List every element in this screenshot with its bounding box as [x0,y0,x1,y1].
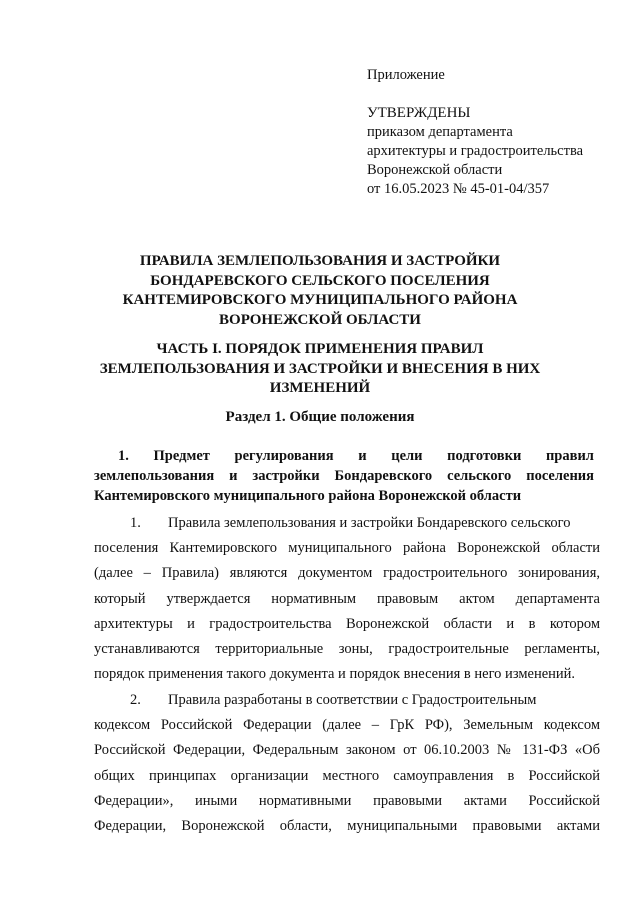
article-heading-word: подготовки [447,448,522,464]
paragraph-first-line [94,511,600,536]
article-heading-word: Предмет [153,448,210,464]
part-title-line: ИЗМЕНЕНИЙ [269,380,371,396]
article-heading-line: Кантемировского муниципального района Воронежской области [94,488,522,504]
article-heading [94,446,594,506]
paragraph-2 [94,688,600,839]
title-line: БОНДАРЕВСКОГО СЕЛЬСКОГО ПОСЕЛЕНИЯ [150,272,490,289]
paragraph-line: (далее – Правила) являются документом градостроительного зонирования, [94,565,600,582]
section-title-text: Раздел 1. Общие положения [225,409,415,425]
article-heading-first-line [94,446,594,466]
article-heading-word: 1. [118,448,129,464]
article-heading-line: землепользования и застройки Бондаревского сельского поселения [94,468,594,484]
approval-line: архитектуры и градостроительства [367,143,584,159]
approval-block [367,66,627,199]
part-title [60,340,580,399]
paragraph-line: Федерации», иными нормативными правовыми актами Российской [94,792,600,809]
paragraph-1 [94,511,600,687]
title-line: КАНТЕМИРОВСКОГО МУНИЦИПАЛЬНОГО РАЙОНА [122,292,518,308]
section-title [60,408,580,428]
paragraph-line: который утверждается нормативным правовым актом департамента [94,590,600,607]
paragraph-first-text: Правила землепользования и застройки Бондаревского сельского [168,515,571,531]
approval-line: приказом департамента [367,124,513,140]
paragraph-line: общих принципах организации местного самоуправления в Российской [94,767,600,784]
article-heading-word: цели [391,448,423,464]
title-line: ПРАВИЛА ЗЕМЛЕПОЛЬЗОВАНИЯ И ЗАСТРОЙКИ [139,253,501,269]
approved-label: УТВЕРЖДЕНЫ [367,105,471,121]
paragraph-line: устанавливаются территориальные зоны, градостроительные регламенты, [94,640,600,657]
document-title [60,252,580,330]
article-heading-word: правил [545,448,594,464]
approval-line: Воронежской области [367,162,503,178]
appendix-label: Приложение [367,67,445,83]
paragraph-first-line [94,688,600,713]
article-heading-word: и [358,448,367,464]
paragraph-line: Российской Федерации, Федеральным законом от 06.10.2003 № 131-ФЗ «Об [94,742,600,759]
paragraph-line: поселения Кантемировского муниципального района Воронежской области [94,540,600,557]
title-line: ВОРОНЕЖСКОЙ ОБЛАСТИ [219,311,421,328]
part-title-line: ЗЕМЛЕПОЛЬЗОВАНИЯ И ЗАСТРОЙКИ И ВНЕСЕНИЯ В НИХ [99,360,541,377]
article-heading-word: регулирования [234,448,334,464]
approval-date-line: от 16.05.2023 № 45-01-04/357 [367,181,550,197]
paragraph-number: 1. [130,515,141,531]
paragraph-number: 2. [130,692,141,708]
paragraph-line: порядок применения такого документа и порядок внесения в него изменений. [94,666,576,683]
paragraph-line: Федерации, Воронежской области, муниципальными правовыми актами [94,817,600,834]
paragraph-first-text: Правила разработаны в соответствии с Градостроительным [168,692,537,708]
paragraph-line: кодексом Российской Федерации (далее – ГрК РФ), Земельным кодексом [94,717,600,734]
paragraph-line: архитектуры и градостроительства Воронежской области и в котором [94,615,600,632]
part-title-line: ЧАСТЬ I. ПОРЯДОК ПРИМЕНЕНИЯ ПРАВИЛ [156,341,484,357]
